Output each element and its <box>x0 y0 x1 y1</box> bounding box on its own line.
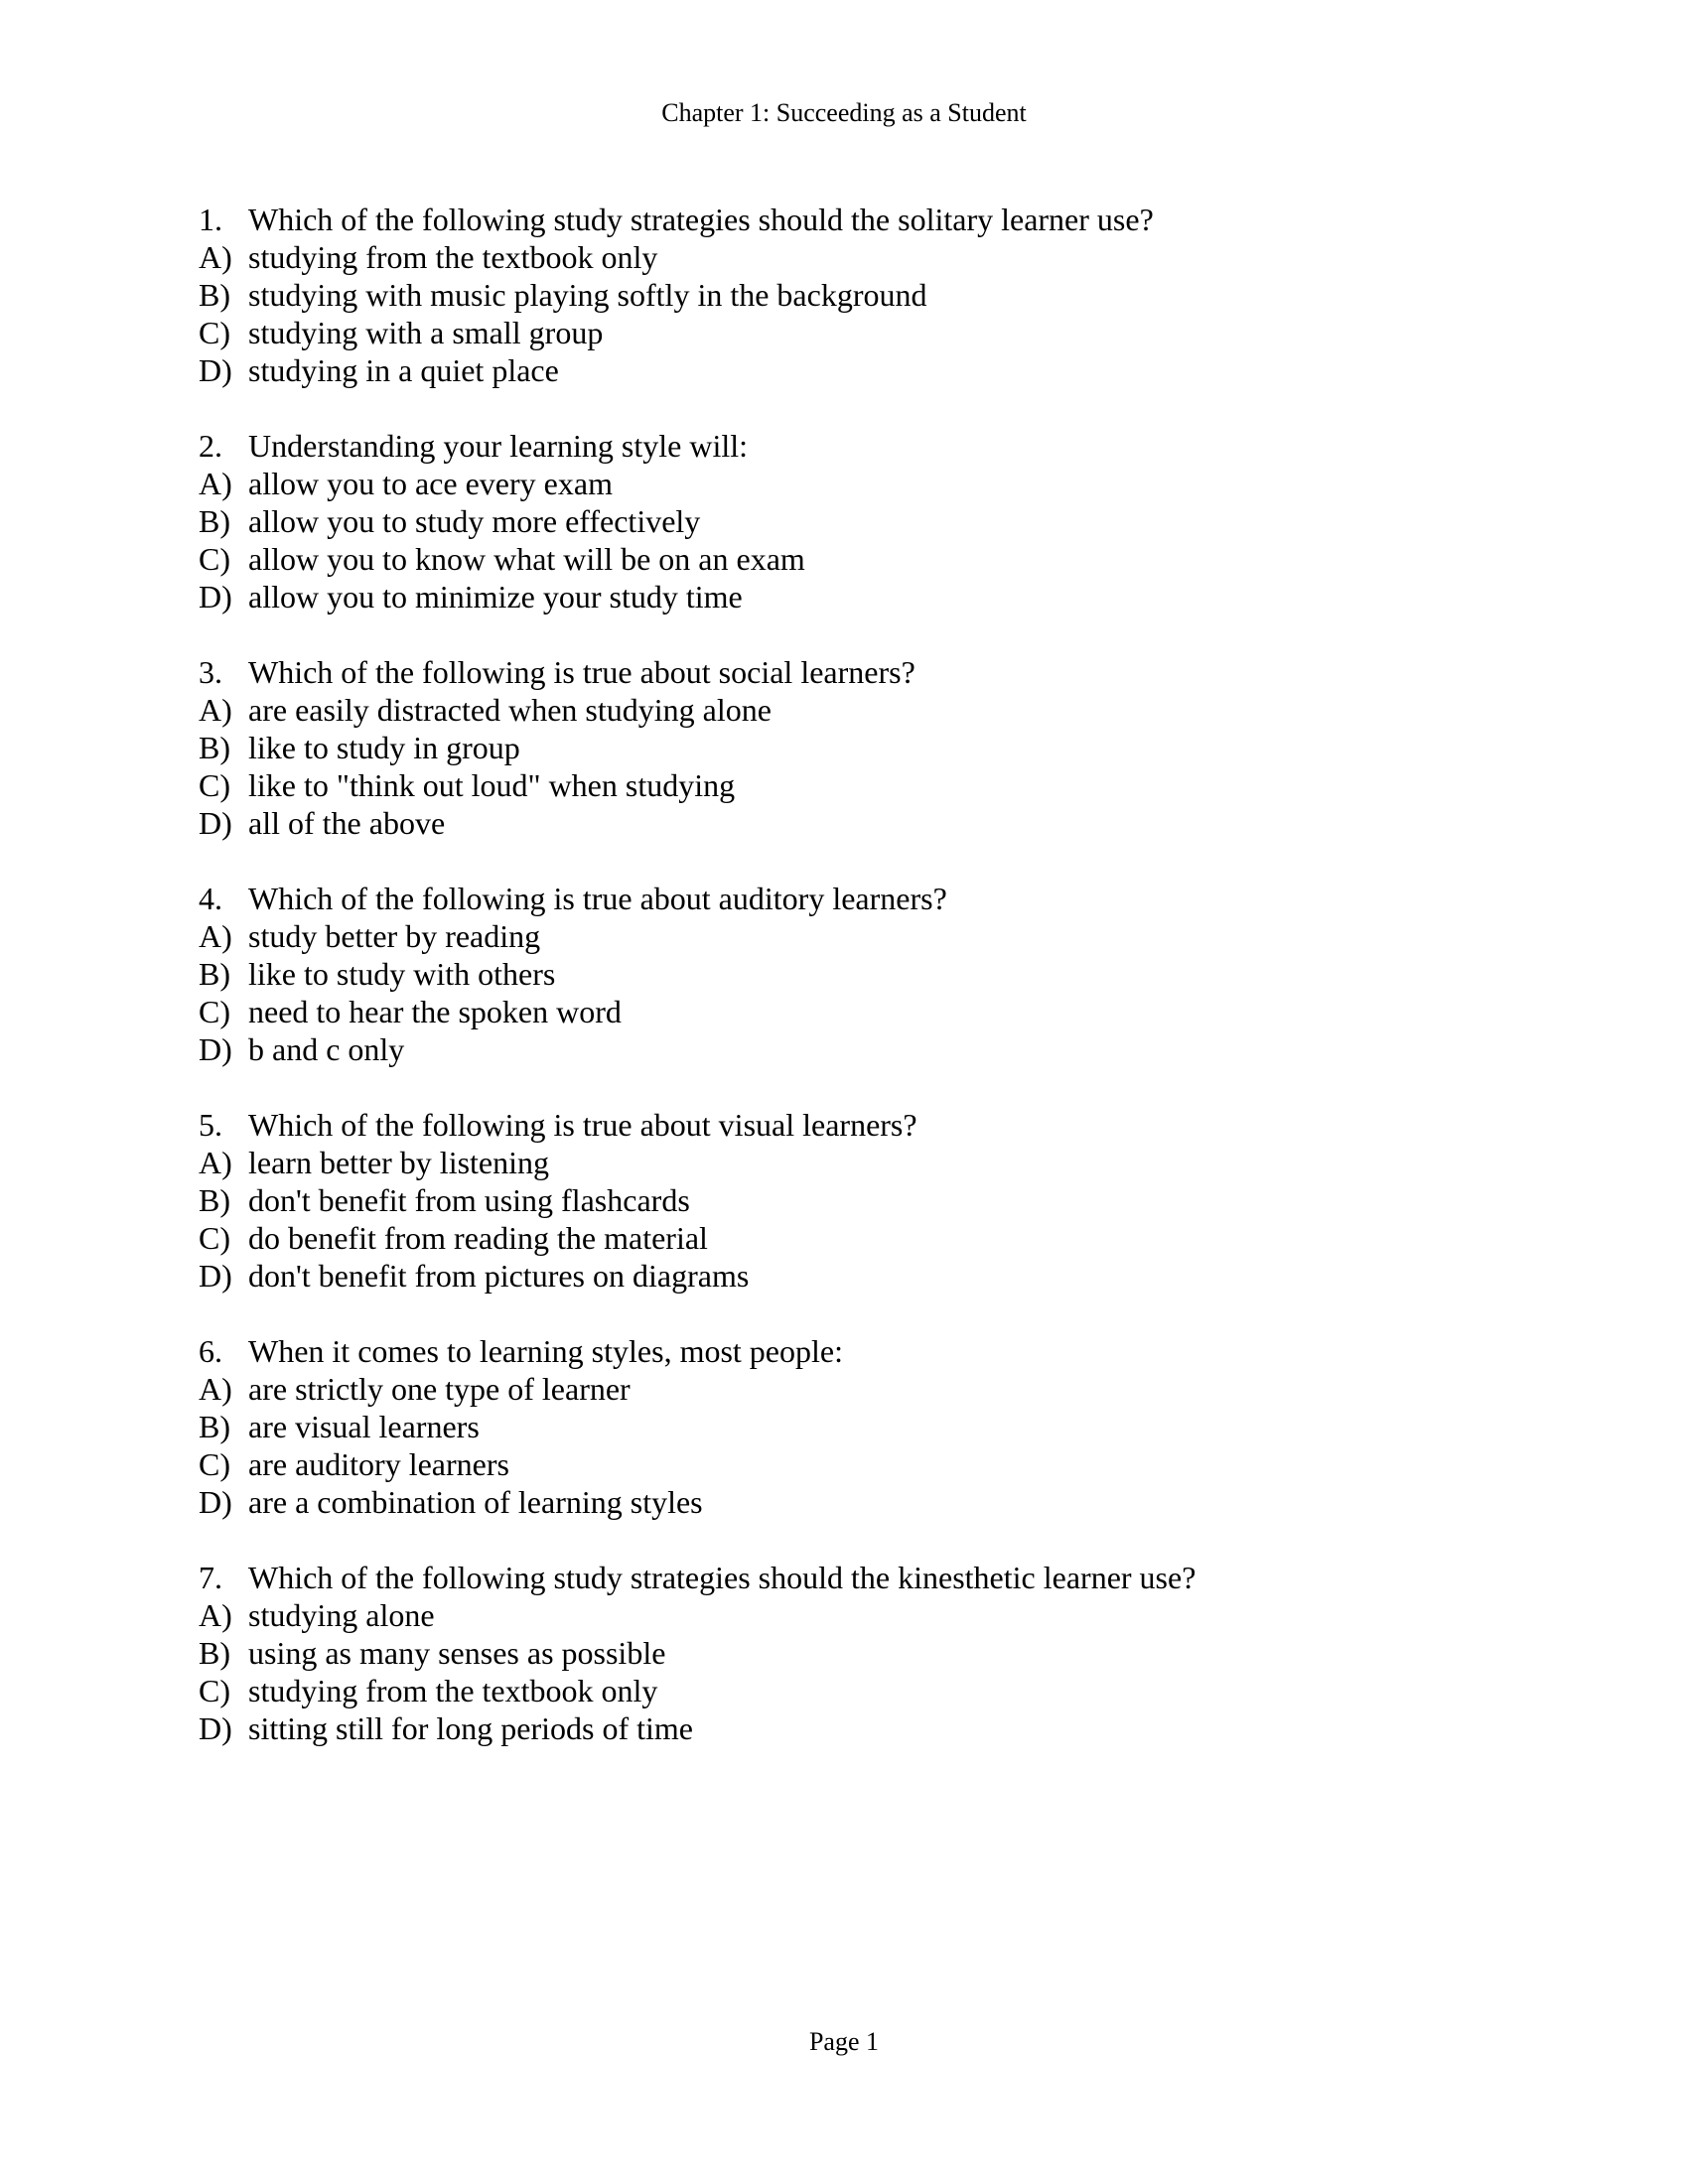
question-number: 6. <box>199 1333 222 1369</box>
option-text: studying from the textbook only <box>248 1673 658 1708</box>
option-label: C) <box>199 1220 230 1256</box>
option-text: are easily distracted when studying alone <box>248 692 772 728</box>
option-label: B) <box>199 277 230 313</box>
option-text: studying with music playing softly in the background <box>248 277 927 313</box>
answer-option <box>199 1408 1589 1445</box>
option-label: C) <box>199 315 230 350</box>
answer-option <box>199 1144 1589 1181</box>
option-text: are visual learners <box>248 1409 480 1444</box>
option-label: D) <box>199 1258 232 1294</box>
answer-option <box>199 1596 1589 1634</box>
question-number: 3. <box>199 654 222 690</box>
question-stem <box>199 1559 1589 1596</box>
answer-option <box>199 917 1589 955</box>
question-number: 4. <box>199 881 222 916</box>
option-label: C) <box>199 541 230 577</box>
question-number: 7. <box>199 1560 222 1595</box>
option-text: b and c only <box>248 1031 405 1067</box>
question-3 <box>199 653 1589 842</box>
question-stem <box>199 653 1589 691</box>
option-text: studying in a quiet place <box>248 352 559 388</box>
option-text: allow you to ace every exam <box>248 466 613 501</box>
option-label: B) <box>199 730 230 765</box>
page-header: Chapter 1: Succeeding as a Student <box>661 98 1027 127</box>
question-6 <box>199 1332 1589 1521</box>
answer-option <box>199 276 1589 314</box>
option-text: allow you to know what will be on an exam <box>248 541 805 577</box>
option-label: B) <box>199 956 230 992</box>
option-label: A) <box>199 918 232 954</box>
option-label: A) <box>199 1145 232 1180</box>
option-label: C) <box>199 1446 230 1482</box>
option-text: like to study in group <box>248 730 520 765</box>
option-text: do benefit from reading the material <box>248 1220 708 1256</box>
question-text: Which of the following study strategies should the solitary learner use? <box>248 202 1154 237</box>
question-text: Which of the following study strategies should the kinesthetic learner use? <box>248 1560 1196 1595</box>
page-number: Page 1 <box>808 2027 880 2056</box>
answer-option <box>199 804 1589 842</box>
answer-option <box>199 1257 1589 1295</box>
option-text: allow you to minimize your study time <box>248 579 743 614</box>
question-2 <box>199 427 1589 615</box>
option-text: studying with a small group <box>248 315 604 350</box>
option-text: don't benefit from using flashcards <box>248 1182 690 1218</box>
answer-option <box>199 314 1589 351</box>
answer-option <box>199 955 1589 993</box>
question-stem <box>199 201 1589 238</box>
question-number: 2. <box>199 428 222 464</box>
option-text: studying from the textbook only <box>248 239 658 275</box>
question-text: Which of the following is true about visual learners? <box>248 1107 917 1143</box>
question-stem <box>199 1332 1589 1370</box>
answer-option <box>199 993 1589 1030</box>
option-label: B) <box>199 1635 230 1671</box>
answer-option <box>199 1219 1589 1257</box>
option-text: using as many senses as possible <box>248 1635 666 1671</box>
answer-option <box>199 1181 1589 1219</box>
answer-option <box>199 465 1589 502</box>
option-text: need to hear the spoken word <box>248 994 622 1029</box>
option-text: all of the above <box>248 805 446 841</box>
answer-option <box>199 1634 1589 1672</box>
option-text: studying alone <box>248 1597 435 1633</box>
option-label: D) <box>199 1710 232 1746</box>
option-label: D) <box>199 805 232 841</box>
option-label: A) <box>199 1597 232 1633</box>
answer-option <box>199 1672 1589 1709</box>
answer-option <box>199 1445 1589 1483</box>
option-label: D) <box>199 1031 232 1067</box>
option-text: sitting still for long periods of time <box>248 1710 693 1746</box>
option-label: A) <box>199 466 232 501</box>
option-label: D) <box>199 352 232 388</box>
question-text: Which of the following is true about social learners? <box>248 654 915 690</box>
question-stem <box>199 427 1589 465</box>
option-label: D) <box>199 1484 232 1520</box>
option-label: A) <box>199 1371 232 1407</box>
option-label: A) <box>199 692 232 728</box>
option-text: study better by reading <box>248 918 541 954</box>
option-label: D) <box>199 579 232 614</box>
option-label: C) <box>199 1673 230 1708</box>
answer-option <box>199 578 1589 615</box>
question-number: 5. <box>199 1107 222 1143</box>
option-text: are strictly one type of learner <box>248 1371 631 1407</box>
answer-option <box>199 766 1589 804</box>
option-label: C) <box>199 767 230 803</box>
question-list <box>199 201 1589 1785</box>
answer-option <box>199 691 1589 729</box>
answer-option <box>199 351 1589 389</box>
question-5 <box>199 1106 1589 1295</box>
question-text: Understanding your learning style will: <box>248 428 749 464</box>
question-7 <box>199 1559 1589 1747</box>
option-label: B) <box>199 1182 230 1218</box>
answer-option <box>199 540 1589 578</box>
answer-option <box>199 1709 1589 1747</box>
option-text: like to "think out loud" when studying <box>248 767 736 803</box>
answer-option <box>199 502 1589 540</box>
question-stem <box>199 1106 1589 1144</box>
answer-option <box>199 1030 1589 1068</box>
option-text: are a combination of learning styles <box>248 1484 703 1520</box>
option-label: A) <box>199 239 232 275</box>
option-text: learn better by listening <box>248 1145 550 1180</box>
answer-option <box>199 1483 1589 1521</box>
question-text: Which of the following is true about auditory learners? <box>248 881 947 916</box>
option-text: are auditory learners <box>248 1446 509 1482</box>
answer-option <box>199 238 1589 276</box>
question-1 <box>199 201 1589 389</box>
question-4 <box>199 880 1589 1068</box>
option-label: C) <box>199 994 230 1029</box>
answer-option <box>199 729 1589 766</box>
option-text: like to study with others <box>248 956 556 992</box>
option-text: don't benefit from pictures on diagrams <box>248 1258 750 1294</box>
option-label: B) <box>199 1409 230 1444</box>
question-stem <box>199 880 1589 917</box>
question-text: When it comes to learning styles, most people: <box>248 1333 843 1369</box>
option-text: allow you to study more effectively <box>248 503 701 539</box>
option-label: B) <box>199 503 230 539</box>
question-number: 1. <box>199 202 222 237</box>
answer-option <box>199 1370 1589 1408</box>
